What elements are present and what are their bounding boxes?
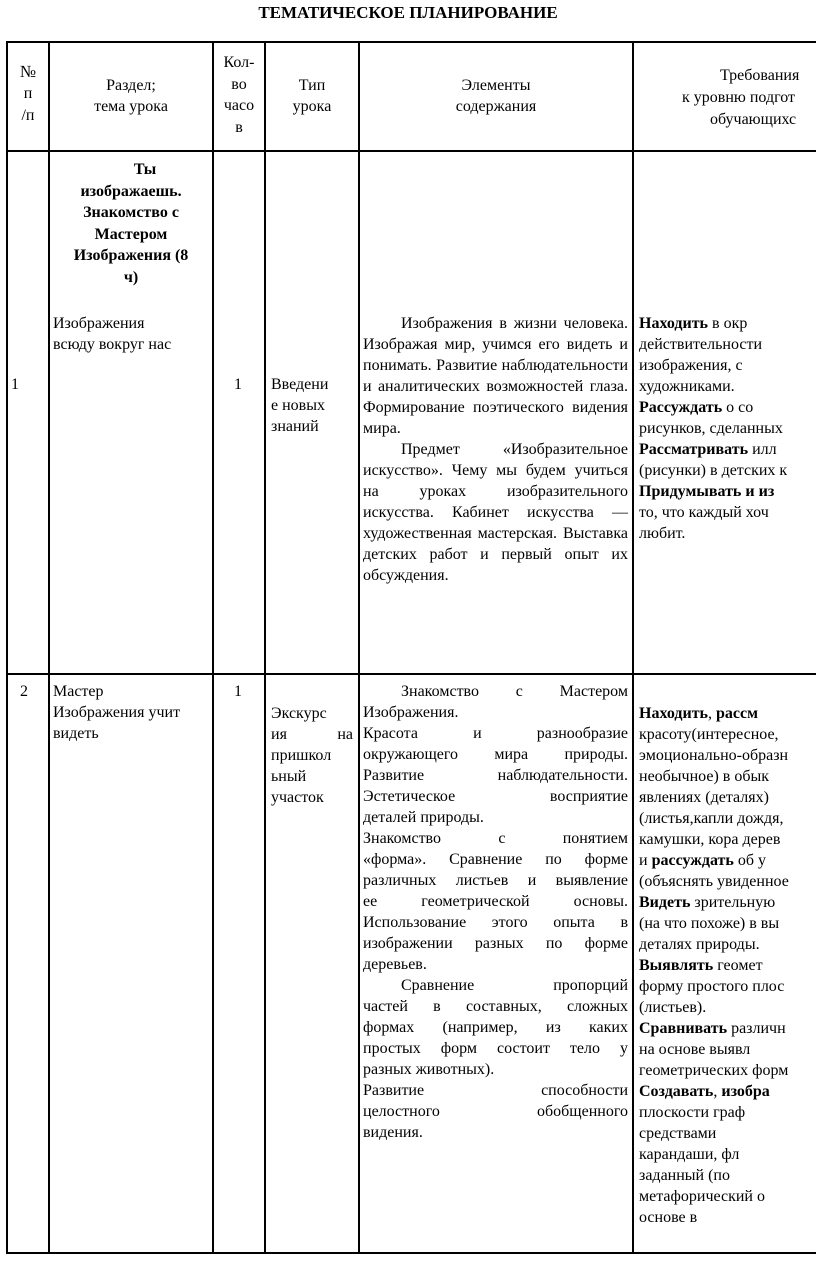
row2-content-line: Сравнение пропорций — [401, 977, 628, 994]
header-content-line: Элементы — [461, 77, 531, 94]
row2-requirement-line — [639, 934, 816, 955]
row2-requirement-line — [639, 1018, 816, 1039]
row2-requirement-line — [639, 724, 816, 745]
row1-requirement-line — [639, 334, 816, 355]
requirement-text: зрительную — [690, 894, 776, 911]
row2-requirement-line — [639, 976, 816, 997]
row2-type — [271, 703, 353, 808]
requirement-text: различн — [727, 1020, 786, 1037]
row2-topic-line: Изображения учит — [53, 704, 181, 721]
row2-content-line: деталей природы. — [363, 809, 484, 826]
requirement-text: плоскости граф — [639, 1104, 746, 1121]
header-content-line: содержания — [455, 98, 537, 115]
row2-content-line: Эстетическое восприятие — [363, 788, 628, 805]
header-req-line: Требования — [720, 67, 800, 84]
requirement-text: художниками. — [639, 378, 735, 395]
row1-topic-line: Изображения — [53, 315, 145, 332]
row1-content — [363, 313, 628, 586]
requirement-text: заданный (по — [639, 1167, 730, 1184]
requirement-text: (рисунки) в детских к — [639, 462, 788, 479]
requirement-verb: рассм — [716, 705, 759, 722]
requirement-verb: Сравнивать — [639, 1020, 728, 1037]
requirement-verb: Выявлять — [639, 957, 714, 974]
row2-requirement-line — [639, 787, 816, 808]
header-topic-line: Раздел; — [106, 77, 156, 94]
row2-topic — [53, 681, 213, 744]
section-title-line: Знакомство с — [83, 204, 179, 221]
row2-requirement-line — [639, 1165, 816, 1186]
requirement-verb: Видеть — [639, 894, 691, 911]
row2-content — [363, 681, 628, 1143]
requirement-text: рисунков, сделанных — [639, 420, 783, 437]
requirement-text: явлениях (деталях) — [639, 789, 769, 806]
row2-requirement-line — [639, 703, 816, 724]
row2-requirement-line — [639, 913, 816, 934]
requirement-text: илл — [748, 441, 777, 458]
row2-content-line: окружающего мира природы. — [363, 746, 628, 763]
requirement-text: , — [713, 1083, 722, 1100]
row2-type-line: пришкол — [271, 747, 332, 764]
section-title-line: изображаешь. — [80, 182, 182, 200]
row2-topic-line: видеть — [53, 725, 99, 742]
row2-requirement-line — [639, 829, 816, 850]
requirement-verb: Находить — [639, 315, 709, 332]
row2-content-line: целостного обобщенного — [363, 1103, 628, 1120]
requirement-text: красоту(интересное, — [639, 726, 779, 743]
row2-type-line: Экскурс — [271, 705, 327, 722]
requirement-verb: Создавать — [639, 1083, 714, 1100]
row2-content-line: Знакомство с Мастером — [401, 683, 628, 700]
row2-content-line: Использование этого опыта в — [363, 914, 628, 931]
row2-requirement-line — [639, 1123, 816, 1144]
header-number — [8, 61, 48, 127]
col-divider-5 — [632, 41, 634, 1254]
requirement-text: геомет — [713, 957, 763, 974]
row2-topic-line: Мастер — [53, 683, 104, 700]
col-divider-2 — [212, 41, 214, 1254]
requirement-verb: Находить — [639, 705, 709, 722]
row2-requirement-line — [639, 850, 816, 871]
requirement-text: основе в — [639, 1209, 698, 1226]
row1-hours: 1 — [234, 376, 242, 393]
row2-content-line: формах (например, из каких — [363, 1019, 628, 1036]
requirement-text: эмоционально-образн — [639, 747, 789, 764]
requirement-text: любит. — [639, 525, 686, 542]
header-req-line: к уровню подгот — [682, 89, 796, 106]
row1-requirement-line — [639, 355, 816, 376]
row1-requirements — [639, 313, 816, 544]
row2-requirement-line — [639, 1102, 816, 1123]
row1-topic-line: всюду вокруг нас — [53, 336, 172, 353]
row1-topic — [53, 313, 211, 355]
requirement-text: камушки, кора дерев — [639, 831, 781, 848]
table-border-left — [6, 41, 8, 1254]
section-title-line: Ты — [133, 161, 157, 178]
header-hours-line: часо — [223, 97, 255, 114]
header-requirements — [634, 65, 816, 131]
row2-requirement-line — [639, 808, 816, 829]
requirement-verb: изобра — [721, 1083, 770, 1100]
row2-content-line: видения. — [363, 1124, 423, 1141]
requirement-text: форму простого плос — [639, 978, 785, 995]
col-divider-3 — [264, 41, 266, 1254]
requirement-text: и — [639, 852, 652, 869]
requirement-text: об у — [733, 852, 766, 869]
row2-type-line: ьный — [271, 768, 307, 785]
requirement-text: изображения, с — [639, 357, 743, 374]
row2-requirement-line — [639, 1081, 816, 1102]
requirement-text: (объяснять увиденное — [639, 873, 789, 890]
row2-requirement-line — [639, 871, 816, 892]
requirement-text: в окр — [708, 315, 748, 332]
row2-content-line: Развитие наблюдательности. — [363, 767, 628, 784]
header-hours-line: во — [231, 75, 247, 93]
requirement-text: средствами — [639, 1125, 717, 1142]
requirement-verb: Рассуждать — [639, 399, 723, 416]
row1-requirement-line — [639, 418, 816, 439]
row1-type — [271, 374, 357, 437]
row2-content-line: частей в составных, сложных — [363, 998, 628, 1015]
requirement-text: необычное) в обык — [639, 768, 770, 785]
requirement-verb: рассуждать — [651, 852, 734, 869]
section-title — [50, 159, 212, 288]
row2-requirement-line — [639, 1060, 816, 1081]
row2-content-line: Развитие способности — [363, 1082, 628, 1099]
row2-hours: 1 — [234, 683, 242, 700]
row2-content-line: Изображения. — [363, 704, 459, 721]
page-title: ТЕМАТИЧЕСКОЕ ПЛАНИРОВАНИЕ — [258, 3, 558, 22]
section-title-line: Изображения (8 — [73, 247, 189, 264]
requirement-text: то, что каждый хоч — [639, 504, 769, 521]
header-hours-line: Кол- — [223, 54, 255, 71]
row1-requirement-line — [639, 460, 816, 481]
row1-type-line: Введени — [271, 376, 329, 393]
row1-requirement-line — [639, 313, 816, 334]
row2-content-line: разных животных). — [363, 1061, 495, 1078]
row2-type-line: участок — [271, 789, 324, 806]
row1-type-line: знаний — [271, 418, 319, 435]
row2-content-line: деревьев. — [363, 956, 427, 973]
row2-requirement-line — [639, 892, 816, 913]
header-type — [266, 75, 358, 117]
row2-content-line: простых форм состоит тело у — [363, 1040, 628, 1057]
requirement-text: , — [708, 705, 717, 722]
row2-number: 2 — [20, 683, 28, 700]
row1-requirement-line — [639, 502, 816, 523]
requirement-text: карандаши, фл — [639, 1146, 740, 1163]
section-title-line: Мастером — [94, 225, 168, 243]
row2-requirement-line — [639, 955, 816, 976]
requirement-text: (листьев). — [639, 999, 707, 1016]
requirement-text: геометрических форм — [639, 1062, 789, 1079]
header-topic-line: тема урока — [94, 98, 168, 115]
header-hours — [214, 52, 264, 138]
header-type-line: Тип — [298, 77, 326, 94]
row1-type-line: е новых — [271, 397, 325, 414]
header-divider — [6, 150, 816, 152]
row2-type-line: ия на — [271, 726, 353, 743]
row1-content-paragraph: Изображения в жизни человека. Изображая мир, учимся его видеть и понимать. Развитие наблюдательности и аналитических возможностей глаза. Формирование поэтического видения мира. — [363, 315, 628, 437]
row2-requirement-line — [639, 1144, 816, 1165]
row1-requirement-line — [639, 397, 816, 418]
row1-content-paragraph: Предмет «Изобразительное искусство». Чему мы будем учиться на уроках изобразительного искусства. Кабинет искусства — художественная мастерская. Выставка детских работ и первый опыт их обсуждения. — [363, 441, 628, 584]
row1-requirement-line — [639, 376, 816, 397]
requirement-text: о со — [722, 399, 754, 416]
row2-content-line: Знакомство с понятием — [363, 830, 628, 847]
requirement-text: (листья,капли дождя, — [639, 810, 784, 827]
header-req-line: обучающихс — [710, 111, 797, 128]
requirement-verb: Придумывать и из — [639, 483, 775, 500]
row2-content-line: изображении разных по форме — [363, 935, 628, 952]
row2-content-line: ее геометрической основы. — [363, 893, 628, 910]
row2-content-line: «форма». Сравнение по форме — [363, 851, 628, 868]
section-title-line: ч) — [123, 268, 139, 286]
row2-requirement-line — [639, 997, 816, 1018]
requirement-text: (на что похоже) в вы — [639, 915, 780, 932]
header-number-line: /п — [21, 107, 35, 124]
row1-number: 1 — [11, 376, 19, 393]
row2-requirement-line — [639, 1186, 816, 1207]
table-border-top — [6, 41, 816, 43]
table-border-bottom — [6, 1252, 816, 1254]
header-hours-line: в — [235, 118, 243, 136]
row2-requirement-line — [639, 766, 816, 787]
row1-requirement-line — [639, 481, 816, 502]
requirement-text: метафорический о — [639, 1188, 765, 1205]
row2-requirement-line — [639, 1207, 816, 1228]
row2-requirements — [639, 703, 816, 1228]
col-divider-4 — [358, 41, 360, 1254]
header-number-line: п — [23, 85, 33, 102]
header-number-line: № — [19, 62, 37, 81]
row2-content-line: различных листьев и выявление — [363, 872, 628, 889]
header-content — [360, 75, 632, 117]
row2-content-line: Красота и разнообразие — [363, 725, 628, 742]
header-type-line: урока — [292, 98, 332, 115]
row2-requirement-line — [639, 745, 816, 766]
row2-requirement-line — [639, 1039, 816, 1060]
requirement-text: на основе выявл — [639, 1041, 751, 1058]
planning-table — [6, 41, 816, 1254]
row-divider — [6, 673, 816, 675]
requirement-text: деталях природы. — [639, 936, 760, 953]
requirement-text: действительности — [639, 336, 763, 353]
row1-requirement-line — [639, 439, 816, 460]
header-topic — [50, 75, 212, 117]
requirement-verb: Рассматривать — [639, 441, 749, 458]
row1-requirement-line — [639, 523, 816, 544]
